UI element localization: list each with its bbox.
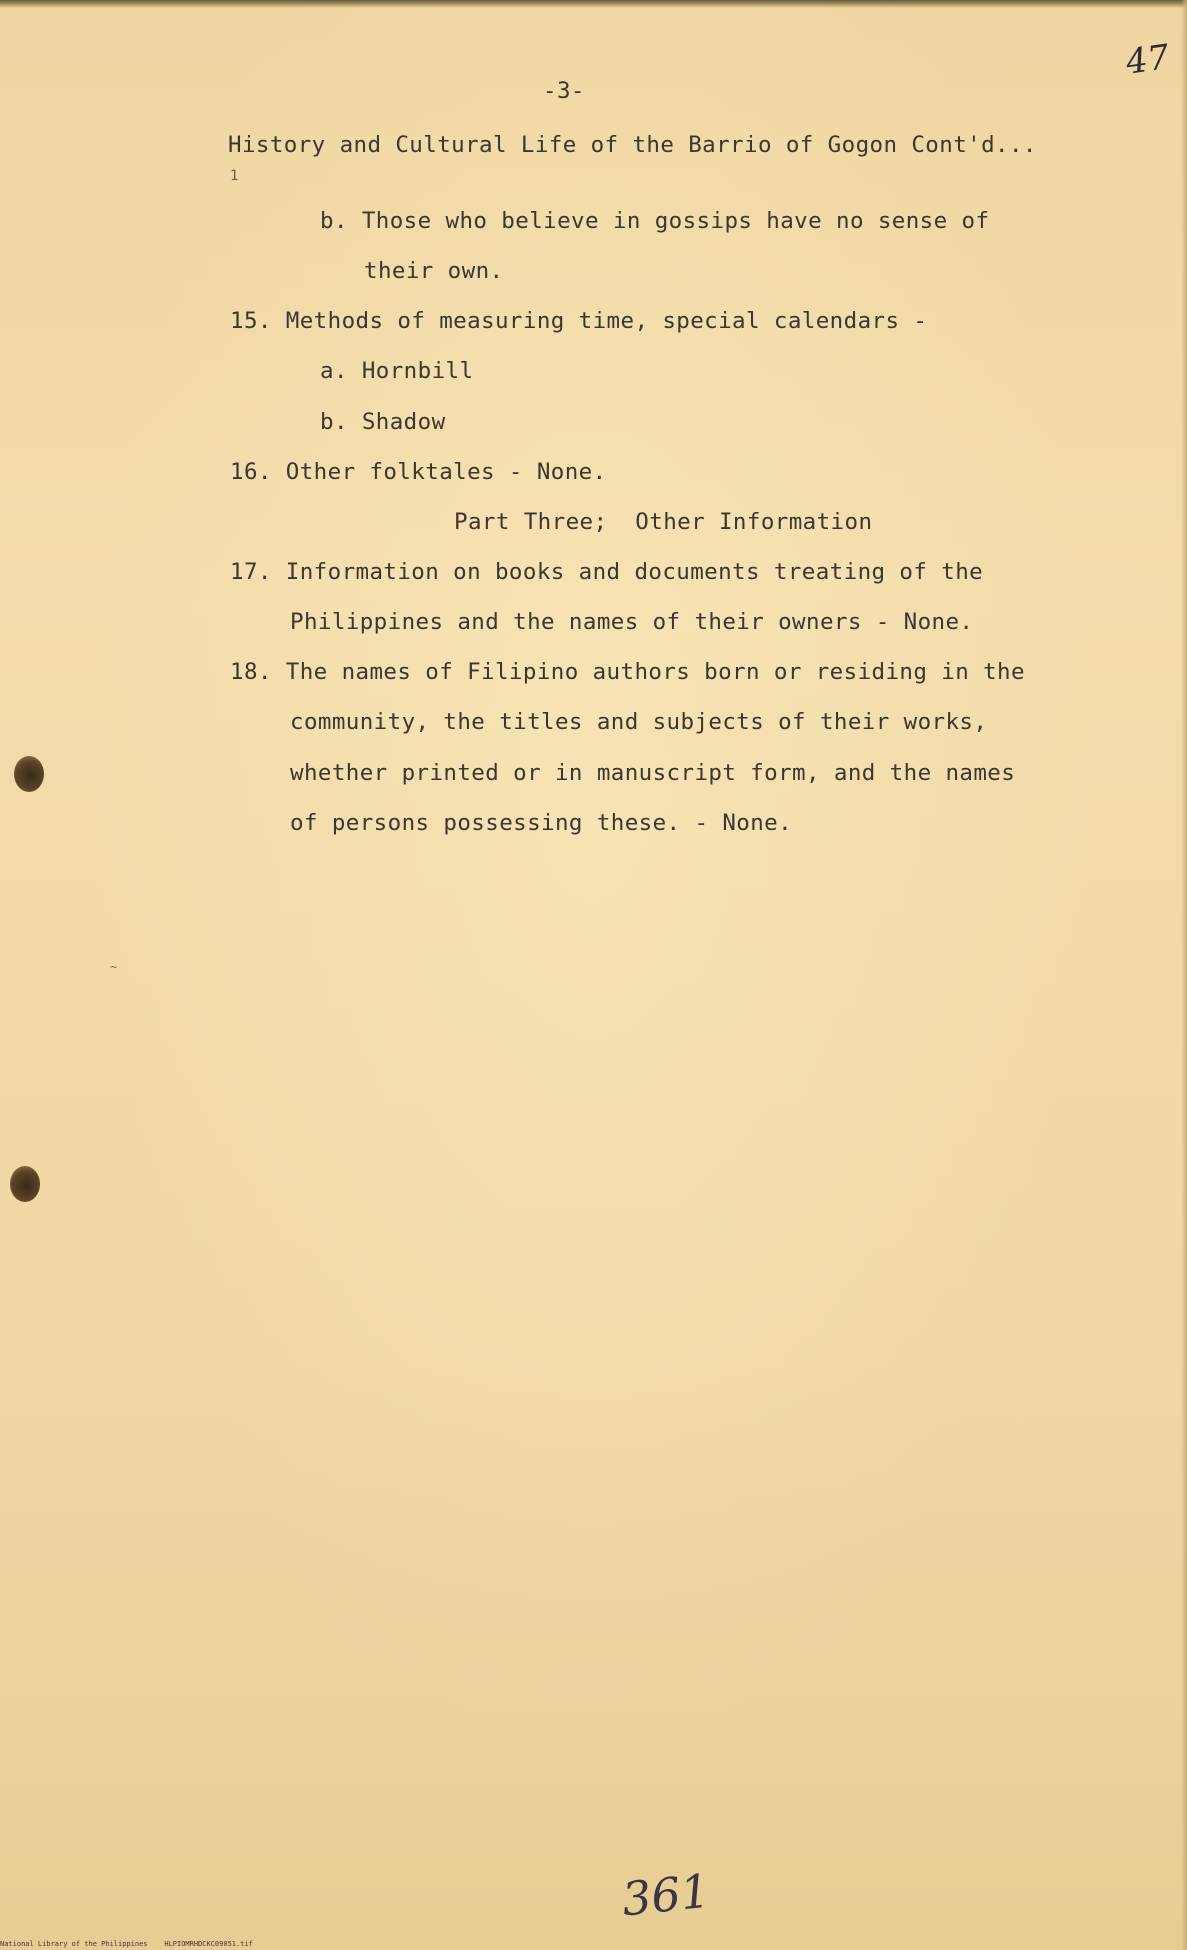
item-16: 16. Other folktales - None. (230, 459, 607, 485)
item-15-b: b. Shadow (320, 409, 446, 435)
item-18-line-2: community, the titles and subjects of their works, (290, 709, 988, 735)
archive-footer-credit: National Library of the Philippines HLPIOMRHDCKC09051.tif (0, 1940, 253, 1948)
item-18-line-1: 18. The names of Filipino authors born or residing in the (230, 659, 1025, 685)
handwritten-folio-number: 47 (1123, 37, 1172, 83)
stray-mark: 1 (230, 168, 239, 184)
running-head: History and Cultural Life of the Barrio of Gogon Cont'd... (228, 132, 1037, 158)
item-17-line-2: Philippines and the names of their owners - None. (290, 609, 974, 635)
item-b-line-2: their own. (364, 258, 504, 284)
punch-hole-upper (14, 756, 44, 792)
part-three-heading: Part Three; Other Information (454, 509, 873, 535)
item-15-a: a. Hornbill (320, 358, 474, 384)
page-number: -3- (543, 78, 585, 104)
item-18-line-3: whether printed or in manuscript form, and the names (290, 760, 1016, 786)
punch-hole-lower (10, 1166, 40, 1202)
item-15: 15. Methods of measuring time, special calendars - (230, 308, 928, 334)
handwritten-page-number: 361 (619, 1863, 713, 1927)
item-b-line-1: b. Those who believe in gossips have no sense of (320, 208, 990, 234)
item-17-line-1: 17. Information on books and documents treating of the (230, 559, 984, 585)
item-18-line-4: of persons possessing these. - None. (290, 810, 793, 836)
page-top-edge (0, 0, 1187, 8)
smudge-mark: ~ (110, 960, 118, 974)
page-right-edge (1181, 0, 1187, 1950)
